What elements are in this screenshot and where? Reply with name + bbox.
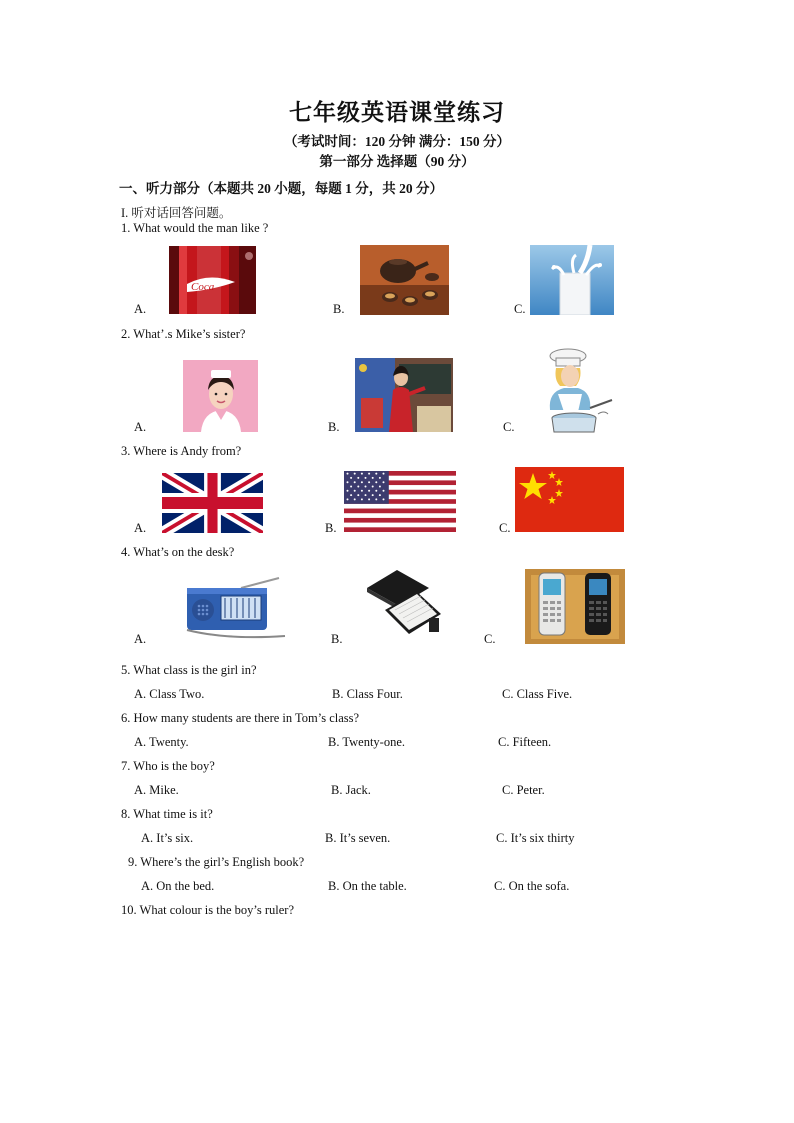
cola-can-image — [169, 246, 256, 314]
question-6: 6. How many students are there in Tom’s class? — [121, 711, 360, 725]
question-5: 5. What class is the girl in? — [121, 663, 257, 677]
q3-option-c[interactable]: C. — [499, 521, 511, 535]
q1-option-c[interactable]: C. — [514, 302, 526, 316]
q7-option-a[interactable]: A. Mike. — [134, 783, 179, 797]
question-4: 4. What’s on the desk? — [121, 545, 235, 559]
question-3: 3. Where is Andy from? — [121, 444, 242, 458]
nurse-image — [183, 360, 258, 432]
q4-option-c[interactable]: C. — [484, 632, 496, 646]
q5-option-c[interactable]: C. Class Five. — [502, 687, 573, 701]
uk-flag-image — [162, 473, 263, 533]
q2-option-c[interactable]: C. — [503, 420, 515, 434]
part-heading: 第一部分 选择题（90 分） — [319, 154, 475, 169]
q4-option-a[interactable]: A. — [134, 632, 147, 646]
q7-option-c[interactable]: C. Peter. — [502, 783, 545, 797]
q2-option-a[interactable]: A. — [134, 420, 147, 434]
teacher-image — [355, 358, 453, 432]
notebook-image — [363, 566, 443, 644]
question-1: 1. What would the man like ? — [121, 221, 269, 235]
question-10: 10. What colour is the boy’s ruler? — [121, 903, 294, 917]
milk-glass-image — [530, 245, 614, 315]
section-heading: 一、听力部分（本题共 20 小题，每题 1 分，共 20 分） — [119, 181, 443, 196]
sub-heading: I. 听对话回答问题。 — [121, 206, 232, 220]
svg-text:Coca: Coca — [191, 281, 215, 293]
q2-option-b[interactable]: B. — [328, 420, 340, 434]
exam-info: （考试时间：120 分钟 满分：150 分） — [283, 134, 511, 149]
q5-option-b[interactable]: B. Class Four. — [332, 687, 403, 701]
cook-image — [534, 348, 616, 434]
q8-option-b[interactable]: B. It’s seven. — [325, 831, 391, 845]
question-9: 9. Where’s the girl’s English book? — [128, 855, 305, 869]
q9-option-c[interactable]: C. On the sofa. — [494, 879, 570, 893]
q3-option-a[interactable]: A. — [134, 521, 147, 535]
q9-option-b[interactable]: B. On the table. — [328, 879, 407, 893]
china-flag-image — [515, 467, 624, 532]
radio-image — [181, 574, 291, 642]
question-7: 7. Who is the boy? — [121, 759, 215, 773]
q1-option-b[interactable]: B. — [333, 302, 345, 316]
page-title: 七年级英语课堂练习 — [289, 100, 505, 125]
tea-set-image — [360, 245, 449, 315]
q1-option-a[interactable]: A. — [134, 302, 147, 316]
us-flag-image — [344, 471, 456, 532]
q8-option-c[interactable]: C. It’s six thirty — [496, 831, 575, 845]
q6-option-a[interactable]: A. Twenty. — [134, 735, 189, 749]
q4-option-b[interactable]: B. — [331, 632, 343, 646]
q3-option-b[interactable]: B. — [325, 521, 337, 535]
question-8: 8. What time is it? — [121, 807, 213, 821]
q7-option-b[interactable]: B. Jack. — [331, 783, 371, 797]
question-2: 2. What’.s Mike’s sister? — [121, 327, 246, 341]
mobile-phones-image — [525, 569, 625, 644]
q8-option-a[interactable]: A. It’s six. — [141, 831, 194, 845]
q6-option-c[interactable]: C. Fifteen. — [498, 735, 552, 749]
q5-option-a[interactable]: A. Class Two. — [134, 687, 205, 701]
q6-option-b[interactable]: B. Twenty-one. — [328, 735, 406, 749]
q9-option-a[interactable]: A. On the bed. — [141, 879, 215, 893]
